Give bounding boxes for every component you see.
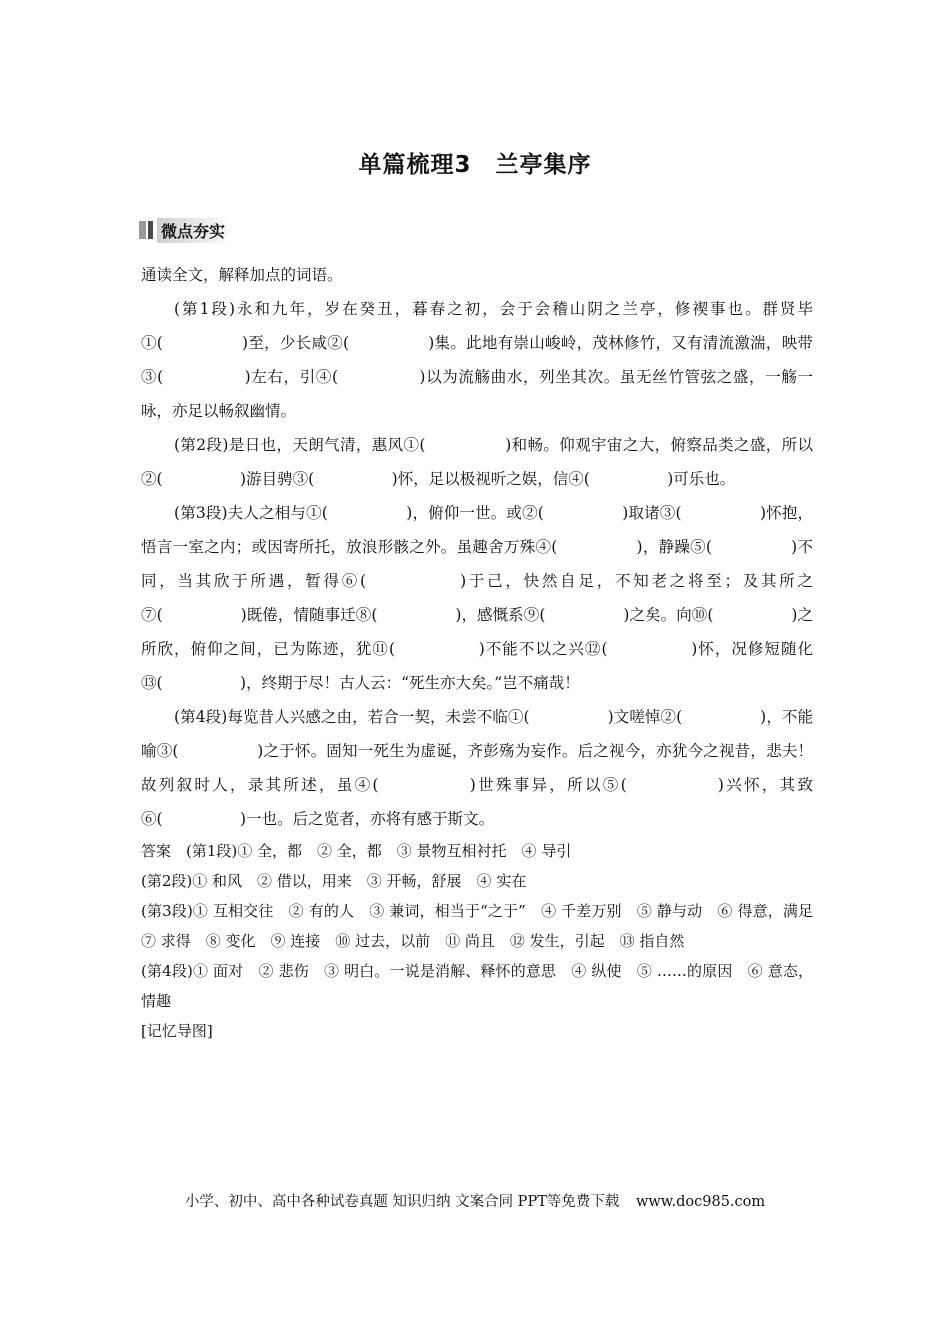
answer-line-4: (第4段)① 面对 ② 悲伤 ③ 明白。一说是消解、释怀的意思 ④ 纵使 ⑤ ……的原因 ⑥ 意态，情趣 xyxy=(141,962,813,1010)
page-title: 单篇梳理3 兰亭集序 xyxy=(358,152,592,178)
section-marker-icon xyxy=(148,221,153,239)
answer-line-2: (第2段)① 和风 ② 借以，用来 ③ 开畅，舒展 ④ 实在 xyxy=(141,872,527,890)
paragraph-4: (第4段)每览昔人兴感之由，若合一契，未尝不临①( )文嗟悼②( )，不能喻③( )之于怀。固知一死生为虚诞，齐彭殇为妄作。后之视今，亦犹今之视昔，悲夫！故列叙时人，录其所述，虽④( )世殊事异，所以⑤( )兴怀，其致⑥( )一也。后之览者，亦将有感于斯文。 xyxy=(141,708,813,828)
footer-text: 小学、初中、高中各种试卷真题 知识归纳 文案合同 PPT等免费下载 xyxy=(184,1194,620,1210)
section-header xyxy=(139,218,231,242)
paragraph-2: (第2段)是日也，天朗气清，惠风①( )和畅。仰观宇宙之大，俯察品类之盛，所以②( )游目骋③( )怀，足以极视听之娱，信④( )可乐也。 xyxy=(141,436,813,488)
footer xyxy=(0,1190,950,1211)
paragraph-3: (第3段)夫人之相与①( )，俯仰一世。或②( )取诸③( )怀抱，悟言一室之内；或因寄所托，放浪形骸之外。虽趣舍万殊④( )，静躁⑤( )不同，当其欣于所遇，暂得⑥( )于己，快然自足，不知老之将至；及其所之⑦( )既倦，情随事迁⑧( )，感慨系⑨( )之矣。向⑩( )之所欣，俯仰之间，已为陈迹，犹⑪( )不能不以之兴⑫( )怀，况修短随化⑬( )，终期于尽！古人云：“死生亦大矣。”岂不痛哉！ xyxy=(141,504,813,692)
paragraph-1: (第1段)永和九年，岁在癸丑，暮春之初，会于会稽山阴之兰亭，修禊事也。群贤毕①( )至，少长咸②( )集。此地有崇山峻岭，茂林修竹，又有清流激湍，映带③( )左右，引④( )以为流觞曲水，列坐其次。虽无丝竹管弦之盛，一觞一咏，亦足以畅叙幽情。 xyxy=(141,300,813,420)
section-title: 微点夯实 xyxy=(157,218,231,243)
section-marker-icon xyxy=(139,221,146,239)
main-content xyxy=(141,258,829,1046)
memory-map-label: [记忆导图] xyxy=(141,1022,213,1040)
instruction-text: 通读全文，解释加点的词语。 xyxy=(141,266,343,284)
answer-line-1: 答案 (第1段)① 全，都 ② 全，都 ③ 景物互相衬托 ④ 导引 xyxy=(141,842,572,860)
footer-link[interactable]: www.doc985.com xyxy=(635,1194,766,1210)
answer-line-3: (第3段)① 互相交往 ② 有的人 ③ 兼词，相当于“之于” ④ 千差万别 ⑤ 静与动 ⑥ 得意，满足 ⑦ 求得 ⑧ 变化 ⑨ 连接 ⑩ 过去，以前 ⑪ 尚且 ⑫ 发生，引起 ⑬ 指自然 xyxy=(141,902,829,950)
